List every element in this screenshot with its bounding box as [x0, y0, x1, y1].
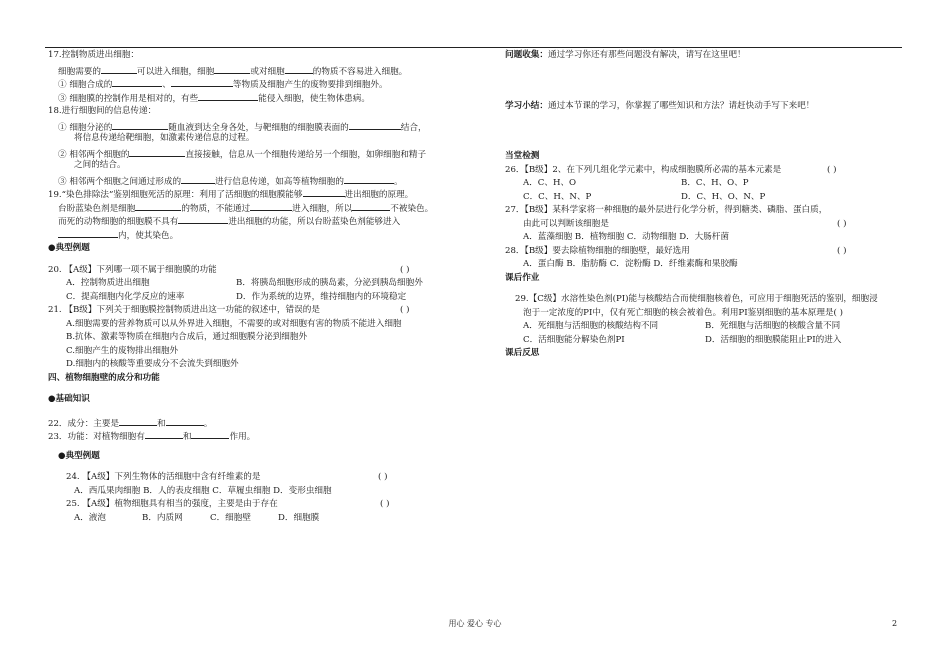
q21-stem [48, 305, 476, 319]
blank [250, 201, 292, 211]
blank [181, 174, 215, 184]
q25-option-d: D．细胞膜 [278, 512, 320, 523]
q19-l2-c: 进入细胞，所以 [292, 203, 353, 214]
q25-stem-text: 25. 【A级】植物细胞具有相当的强度，主要是由于存在 [66, 499, 278, 509]
section-basic-knowledge [48, 394, 476, 408]
q27-options [505, 232, 905, 246]
q20-option-b: B．将胰岛细胞形成的胰岛素，分泌到胰岛细胞外 [236, 278, 423, 288]
q18-l2: 将信息传递给靶细胞，如激素传递信息的过程。 [74, 133, 255, 143]
typical2-text: ●典型例题 [58, 450, 100, 461]
q18-title-text: 18.进行细胞间的信息传递： [48, 106, 157, 116]
right-column [505, 50, 905, 362]
q22-c: 。 [203, 418, 213, 429]
q24-options-text: A．西瓜果肉细胞 B．人的表皮细胞 C．草履虫细胞 D．变形虫细胞 [74, 485, 332, 496]
footer-motto: 用心 爱心 专心 [448, 619, 502, 628]
q18-line1 [48, 120, 476, 134]
q23 [48, 429, 476, 443]
q20-option-c: C．提高细胞内化学反应的速率 [66, 291, 185, 302]
q21-option-c-text: C.细胞产生的废物排出细胞外 [66, 345, 179, 356]
section-four-heading [48, 373, 476, 387]
q26-option-c: C．C、H、N、P [523, 191, 592, 202]
q17-l3-b: 能侵入细胞，使生物体患病。 [258, 93, 370, 104]
homework-text: 课后作业 [505, 272, 540, 283]
learning-summary [505, 101, 905, 115]
q17-l2-c: 等物质及细胞产生的废物要排到细胞外。 [232, 80, 388, 90]
blank [344, 174, 394, 184]
q19-line2 [48, 201, 476, 215]
blank [166, 416, 204, 426]
q17-line3 [48, 91, 476, 105]
q19-l1-a: 19.“染色排除法”鉴别细胞死活的原理：利用了活细胞的细胞膜能够 [48, 190, 303, 200]
q19-l2-a: 台盼蓝染色剂是细胞 [58, 203, 136, 214]
blank [303, 187, 345, 197]
q17-title-text: 17.控制物质进出细胞： [48, 50, 140, 60]
q17-l1-b: 可以进入细胞，细胞 [136, 66, 215, 77]
basic-text: ●基础知识 [48, 394, 90, 404]
q25-paren: ( ) [380, 499, 390, 509]
q25-options [48, 513, 476, 527]
q18-l1-a: ① 细胞分泌的 [58, 122, 113, 133]
blank [145, 429, 183, 439]
q29-option-c: C．活细胞能分解染色剂PI [523, 334, 625, 345]
page-number: 2 [892, 619, 898, 628]
q26-stem [505, 165, 905, 179]
in-class-test-heading [505, 151, 905, 165]
q26-options-cd [505, 192, 905, 206]
q29-options-cd [505, 335, 905, 349]
q29-l2: 泡于一定浓度的PI中，仅有死亡细胞的核会被着色。利用PI鉴别细胞的基本原理是( ) [523, 307, 843, 318]
q20-option-d: D．作为系统的边界，维持细胞内的环境稳定 [236, 291, 407, 302]
blank [285, 64, 313, 74]
q26-options-ab [505, 178, 905, 192]
q21-option-c [48, 346, 476, 360]
q25-option-c: C．细胞壁 [210, 512, 251, 523]
blank [349, 120, 401, 130]
q25-option-a: A．液泡 [74, 512, 106, 523]
q21-option-b [48, 332, 476, 346]
q19-l3-b: 进出细胞的功能，所以台盼蓝染色剂能够进入 [228, 217, 401, 227]
q19-l2-d: 不被染色。 [390, 203, 434, 214]
q23-c: 作用。 [229, 432, 256, 442]
left-column [48, 50, 476, 526]
q17-l1-a: 细胞需要的 [58, 66, 101, 77]
q28-stem [505, 246, 905, 260]
q21-paren: ( ) [400, 305, 410, 315]
q18-l1-c: 结合， [400, 122, 427, 133]
q27-stem-text: 27．【B级】某科学家将一种细胞的最外层进行化学分析，得到糖类、磷脂、蛋白质， [505, 205, 828, 215]
q20-options-ab [48, 278, 476, 292]
collect-text: 通过学习你还有那些问题没有解决，请写在这里吧！ [547, 50, 746, 60]
q29-option-a: A．死细胞与活细胞的核酸结构不同 [523, 321, 659, 331]
sec4-text: 四、植物细胞壁的成分和功能 [48, 372, 160, 383]
q18-l5-b: 进行信息传递，如高等植物细胞的 [215, 176, 344, 187]
q19-line4 [48, 228, 476, 242]
q25-stem [48, 499, 476, 513]
q27-stem [505, 205, 905, 219]
q17-line1 [48, 64, 476, 78]
q24-options [48, 486, 476, 500]
q26-option-d: D．C、H、O、N、P [681, 191, 766, 202]
blank [112, 120, 168, 130]
homework-heading [505, 273, 905, 287]
q24-paren: ( ) [378, 472, 388, 482]
q20-paren: ( ) [400, 264, 410, 275]
q29-option-d: D．活细胞的细胞膜能阻止PI的进入 [705, 334, 842, 345]
reflection-text: 课后反思 [505, 348, 540, 358]
q21-option-d [48, 359, 476, 373]
q26-option-b: B．C、H、O、P [681, 178, 749, 188]
header-rule [45, 47, 902, 48]
blank [198, 91, 258, 101]
q19-line3 [48, 214, 476, 228]
q20-options-cd [48, 292, 476, 306]
q18-line3 [48, 147, 476, 161]
q29-line1 [505, 294, 905, 308]
q17-title [48, 50, 476, 64]
q26-stem-text: 26．【B级】2、在下列几组化学元素中，构成细胞膜所必需的基本元素是 [505, 164, 782, 175]
q18-line5 [48, 174, 476, 188]
q23-a: 23．功能：对植物细胞有 [48, 432, 145, 442]
q29-line2 [505, 308, 905, 322]
q18-l5-a: ③ 相邻两个细胞之间通过形成的 [58, 176, 182, 187]
q22 [48, 416, 476, 430]
q17-l2-b: 、 [162, 80, 171, 90]
blank [129, 147, 185, 157]
q29-option-b: B．死细胞与活细胞的核酸含量不同 [705, 321, 841, 331]
q26-paren: ( ) [827, 164, 837, 175]
q19-l3-a: 而死的动物细胞的细胞膜不具有 [58, 217, 179, 227]
blank [112, 77, 162, 87]
q27-paren: ( ) [837, 218, 847, 229]
q21-option-a [48, 319, 476, 333]
q27-stem-2 [505, 219, 905, 233]
q21-option-b-text: B.抗体、激素等物质在细胞内合成后，通过细胞膜分泌到细胞外 [66, 332, 308, 342]
q19-l4: 内，使其染色。 [118, 230, 179, 241]
q28-options [505, 259, 905, 273]
q17-l2-a: ① 细胞合成的 [58, 80, 113, 90]
q21-stem-text: 21. 【B级】下列关于细胞膜控制物质进出这一功能的叙述中，错误的是 [48, 305, 320, 315]
q21-option-d-text: D.细胞内的核酸等重要成分不会流失到细胞外 [66, 359, 239, 369]
q23-b: 和 [182, 432, 192, 442]
q17-l1-c: 或对细胞 [250, 66, 285, 77]
q19-line1 [48, 187, 476, 201]
q25-option-b: B．内质网 [142, 512, 183, 523]
q18-l4: 之间的结合。 [74, 160, 126, 170]
summary-label: 学习小结： [505, 100, 548, 111]
blank [352, 201, 390, 211]
blank [191, 429, 229, 439]
q20-stem-text: 20. 【A级】下列哪一项不属于细胞膜的功能 [48, 264, 217, 275]
q27-stem2-text: 由此可以判断该细胞是 [523, 218, 609, 229]
q17-l1-d: 的物质不容易进入细胞。 [312, 66, 408, 77]
q19-l1-b: 进出细胞的原理。 [344, 190, 414, 200]
q18-l3-b: 直接接触，信息从一个细胞传递给另一个细胞，如卵细胞和精子 [185, 149, 427, 160]
collect-label: 问题收集： [505, 50, 548, 60]
q22-a: 22．成分：主要是 [48, 418, 120, 429]
blank [101, 64, 137, 74]
q20-stem [48, 265, 476, 279]
q22-b: 和 [157, 418, 166, 429]
q24-stem-text: 24. 【A级】下列生物体的活细胞中含有纤维素的是 [66, 472, 261, 482]
blank [135, 201, 181, 211]
section-typical-examples-2 [48, 451, 476, 465]
q28-paren: ( ) [837, 245, 847, 256]
question-collection [505, 50, 905, 64]
blank [178, 214, 228, 224]
q19-l2-b: 的物质，不能通过 [181, 203, 251, 214]
q17-l3-a: ③ 细胞膜的控制作用是相对的，有些 [58, 93, 199, 104]
section-typical-examples-1 [48, 243, 476, 257]
blank [119, 416, 157, 426]
q18-line2 [48, 133, 476, 147]
q21-option-a-text: A.细胞需要的营养物质可以从外界进入细胞，不需要的或对细胞有害的物质不能进入细胞 [66, 318, 402, 329]
q27-options-text: A．蓝藻细胞 B．植物细胞 C．动物细胞 D．大肠杆菌 [523, 232, 730, 242]
summary-text: 通过本节课的学习，你掌握了哪些知识和方法？请赶快动手写下来吧！ [547, 100, 815, 111]
q18-title [48, 106, 476, 120]
reflection-heading [505, 348, 905, 362]
q18-l3-a: ② 相邻两个细胞的 [58, 149, 130, 160]
blank [58, 228, 118, 238]
blank [214, 64, 250, 74]
q18-line4 [48, 160, 476, 174]
typical1-text: ●典型例题 [48, 243, 90, 253]
q28-options-text: A．蛋白酶 B．脂肪酶 C．淀粉酶 D．纤维素酶和果胶酶 [523, 259, 738, 269]
q29-options-ab [505, 321, 905, 335]
blank [171, 77, 233, 87]
q28-stem-text: 28．【B级】要去除植物细胞的细胞壁，最好选用 [505, 245, 690, 256]
q18-l5-c: 。 [393, 176, 403, 187]
q24-stem [48, 472, 476, 486]
q20-option-a: A．控制物质进出细胞 [66, 278, 150, 288]
q26-option-a: A．C、H、O [523, 178, 577, 188]
q29-l1: 29.【C级】水溶性染色剂(PI)能与核酸结合而使细胞核着色，可应用于细胞死活的鉴别，细胞浸 [515, 294, 878, 304]
q17-line2 [48, 77, 476, 91]
q18-l1-b: 随血液到达全身各处，与靶细胞的细胞膜表面的 [168, 122, 349, 133]
in-class-text: 当堂检测 [505, 151, 540, 161]
